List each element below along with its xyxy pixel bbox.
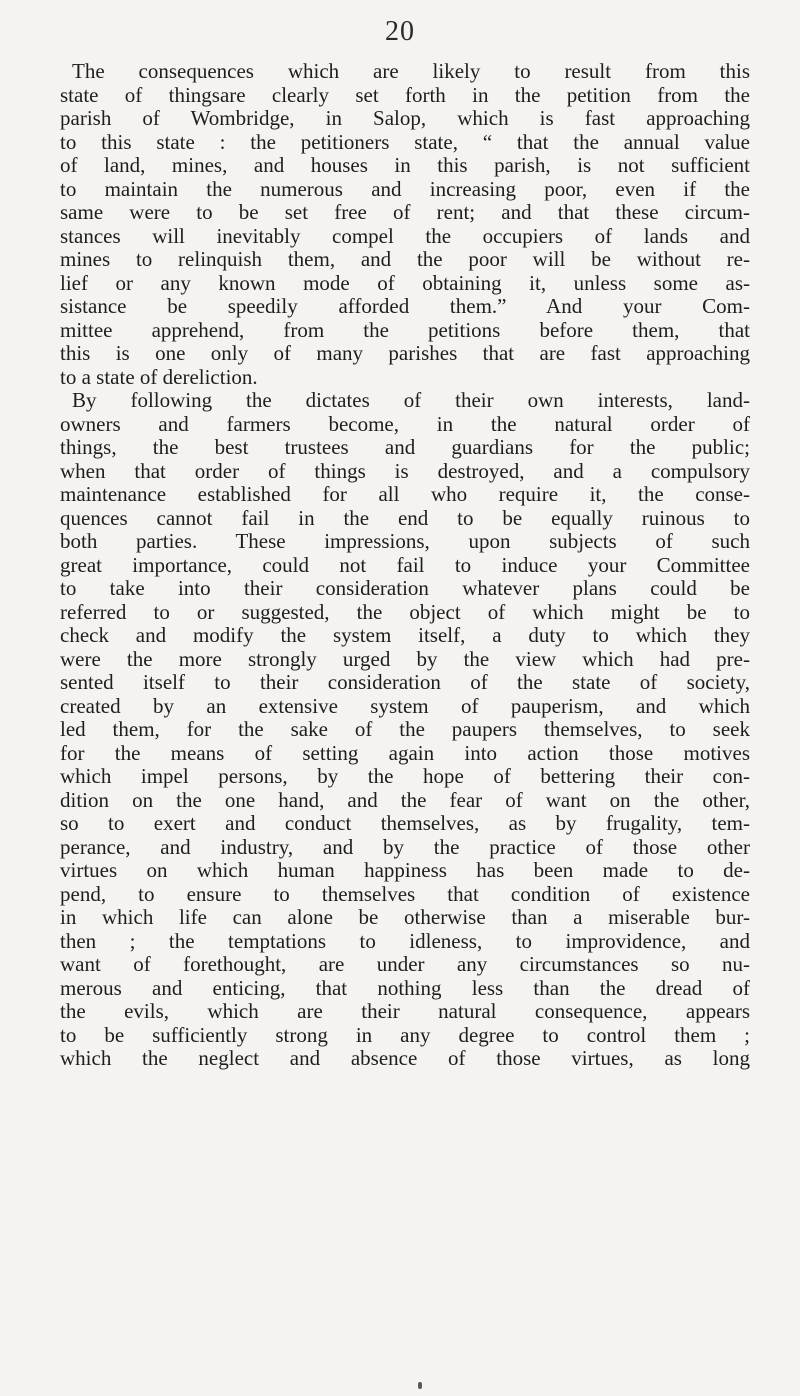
text-line: led them, for the sake of the paupers themselves, to seek bbox=[60, 717, 750, 741]
text-line: sistance be speedily afforded them.” And your Com- bbox=[60, 294, 750, 318]
text-line: lief or any known mode of obtaining it, unless some as- bbox=[60, 270, 750, 295]
text-line: quences cannot fail in the end to be equally ruinous to bbox=[60, 505, 750, 530]
text-line: to this state : the petitioners state, “ that the annual value bbox=[60, 129, 750, 154]
text-line: great importance, could not fail to induce your Committee bbox=[60, 552, 750, 577]
text-line: were the more strongly urged by the view which had pre- bbox=[60, 646, 750, 671]
text-line: pend, to ensure to themselves that condition of existence bbox=[60, 881, 750, 906]
text-line: to maintain the numerous and increasing poor, even if the bbox=[60, 176, 750, 201]
text-line: The consequences which are likely to result from this bbox=[72, 59, 750, 83]
text-line: state of thingsare clearly set forth in the petition from the bbox=[60, 82, 750, 107]
text-line: By following the dictates of their own interests, land- bbox=[72, 388, 750, 412]
page-number: 20 bbox=[385, 16, 415, 47]
ink-speck bbox=[418, 1382, 422, 1389]
text-line: stances will inevitably compel the occupiers of lands and bbox=[60, 223, 750, 248]
text-line: merous and enticing, that nothing less than the dread of bbox=[60, 975, 750, 1000]
text-line: dition on the one hand, and the fear of want on the other, bbox=[60, 787, 750, 812]
text-line: check and modify the system itself, a duty to which they bbox=[60, 623, 750, 647]
text-line: the evils, which are their natural consequence, appears bbox=[60, 999, 750, 1023]
text-line: owners and farmers become, in the natural order of bbox=[60, 411, 750, 436]
text-line: want of forethought, are under any circumstances so nu- bbox=[60, 952, 750, 976]
text-line: to be sufficiently strong in any degree to control them ; bbox=[60, 1022, 750, 1047]
text-line: which the neglect and absence of those virtues, as long bbox=[60, 1046, 750, 1070]
text-line: virtues on which human happiness has been made to de- bbox=[60, 858, 750, 882]
text-line: of land, mines, and houses in this parish, is not sufficient bbox=[60, 153, 750, 177]
text-line: for the means of setting again into action those motives bbox=[60, 740, 750, 765]
text-line: to take into their consideration whatever plans could be bbox=[60, 576, 750, 600]
text-line: perance, and industry, and by the practice of those other bbox=[60, 834, 750, 859]
text-line: mines to relinquish them, and the poor will be without re- bbox=[60, 247, 750, 271]
text-line: created by an extensive system of pauperism, and which bbox=[60, 693, 750, 718]
text-line: things, the best trustees and guardians for the public; bbox=[60, 435, 750, 459]
text-line: then ; the temptations to idleness, to improvidence, and bbox=[60, 928, 750, 953]
body-text bbox=[60, 60, 750, 1071]
text-line: mittee apprehend, from the petitions before them, that bbox=[60, 317, 750, 342]
text-line: this is one only of many parishes that are fast approaching bbox=[60, 341, 750, 365]
text-line: when that order of things is destroyed, and a compulsory bbox=[60, 458, 750, 483]
text-line: to a state of dereliction. bbox=[60, 364, 258, 389]
text-line: maintenance established for all who require it, the conse- bbox=[60, 482, 750, 506]
text-line: parish of Wombridge, in Salop, which is fast approaching bbox=[60, 106, 750, 130]
text-line: referred to or suggested, the object of which might be to bbox=[60, 599, 750, 624]
text-line: so to exert and conduct themselves, as by frugality, tem- bbox=[60, 811, 750, 835]
text-line: sented itself to their consideration of the state of society, bbox=[60, 670, 750, 694]
text-line: which impel persons, by the hope of bettering their con- bbox=[60, 764, 750, 788]
text-line: same were to be set free of rent; and that these circum- bbox=[60, 200, 750, 224]
text-line: in which life can alone be otherwise than a miserable bur- bbox=[60, 905, 750, 929]
text-line: both parties. These impressions, upon subjects of such bbox=[60, 529, 750, 553]
